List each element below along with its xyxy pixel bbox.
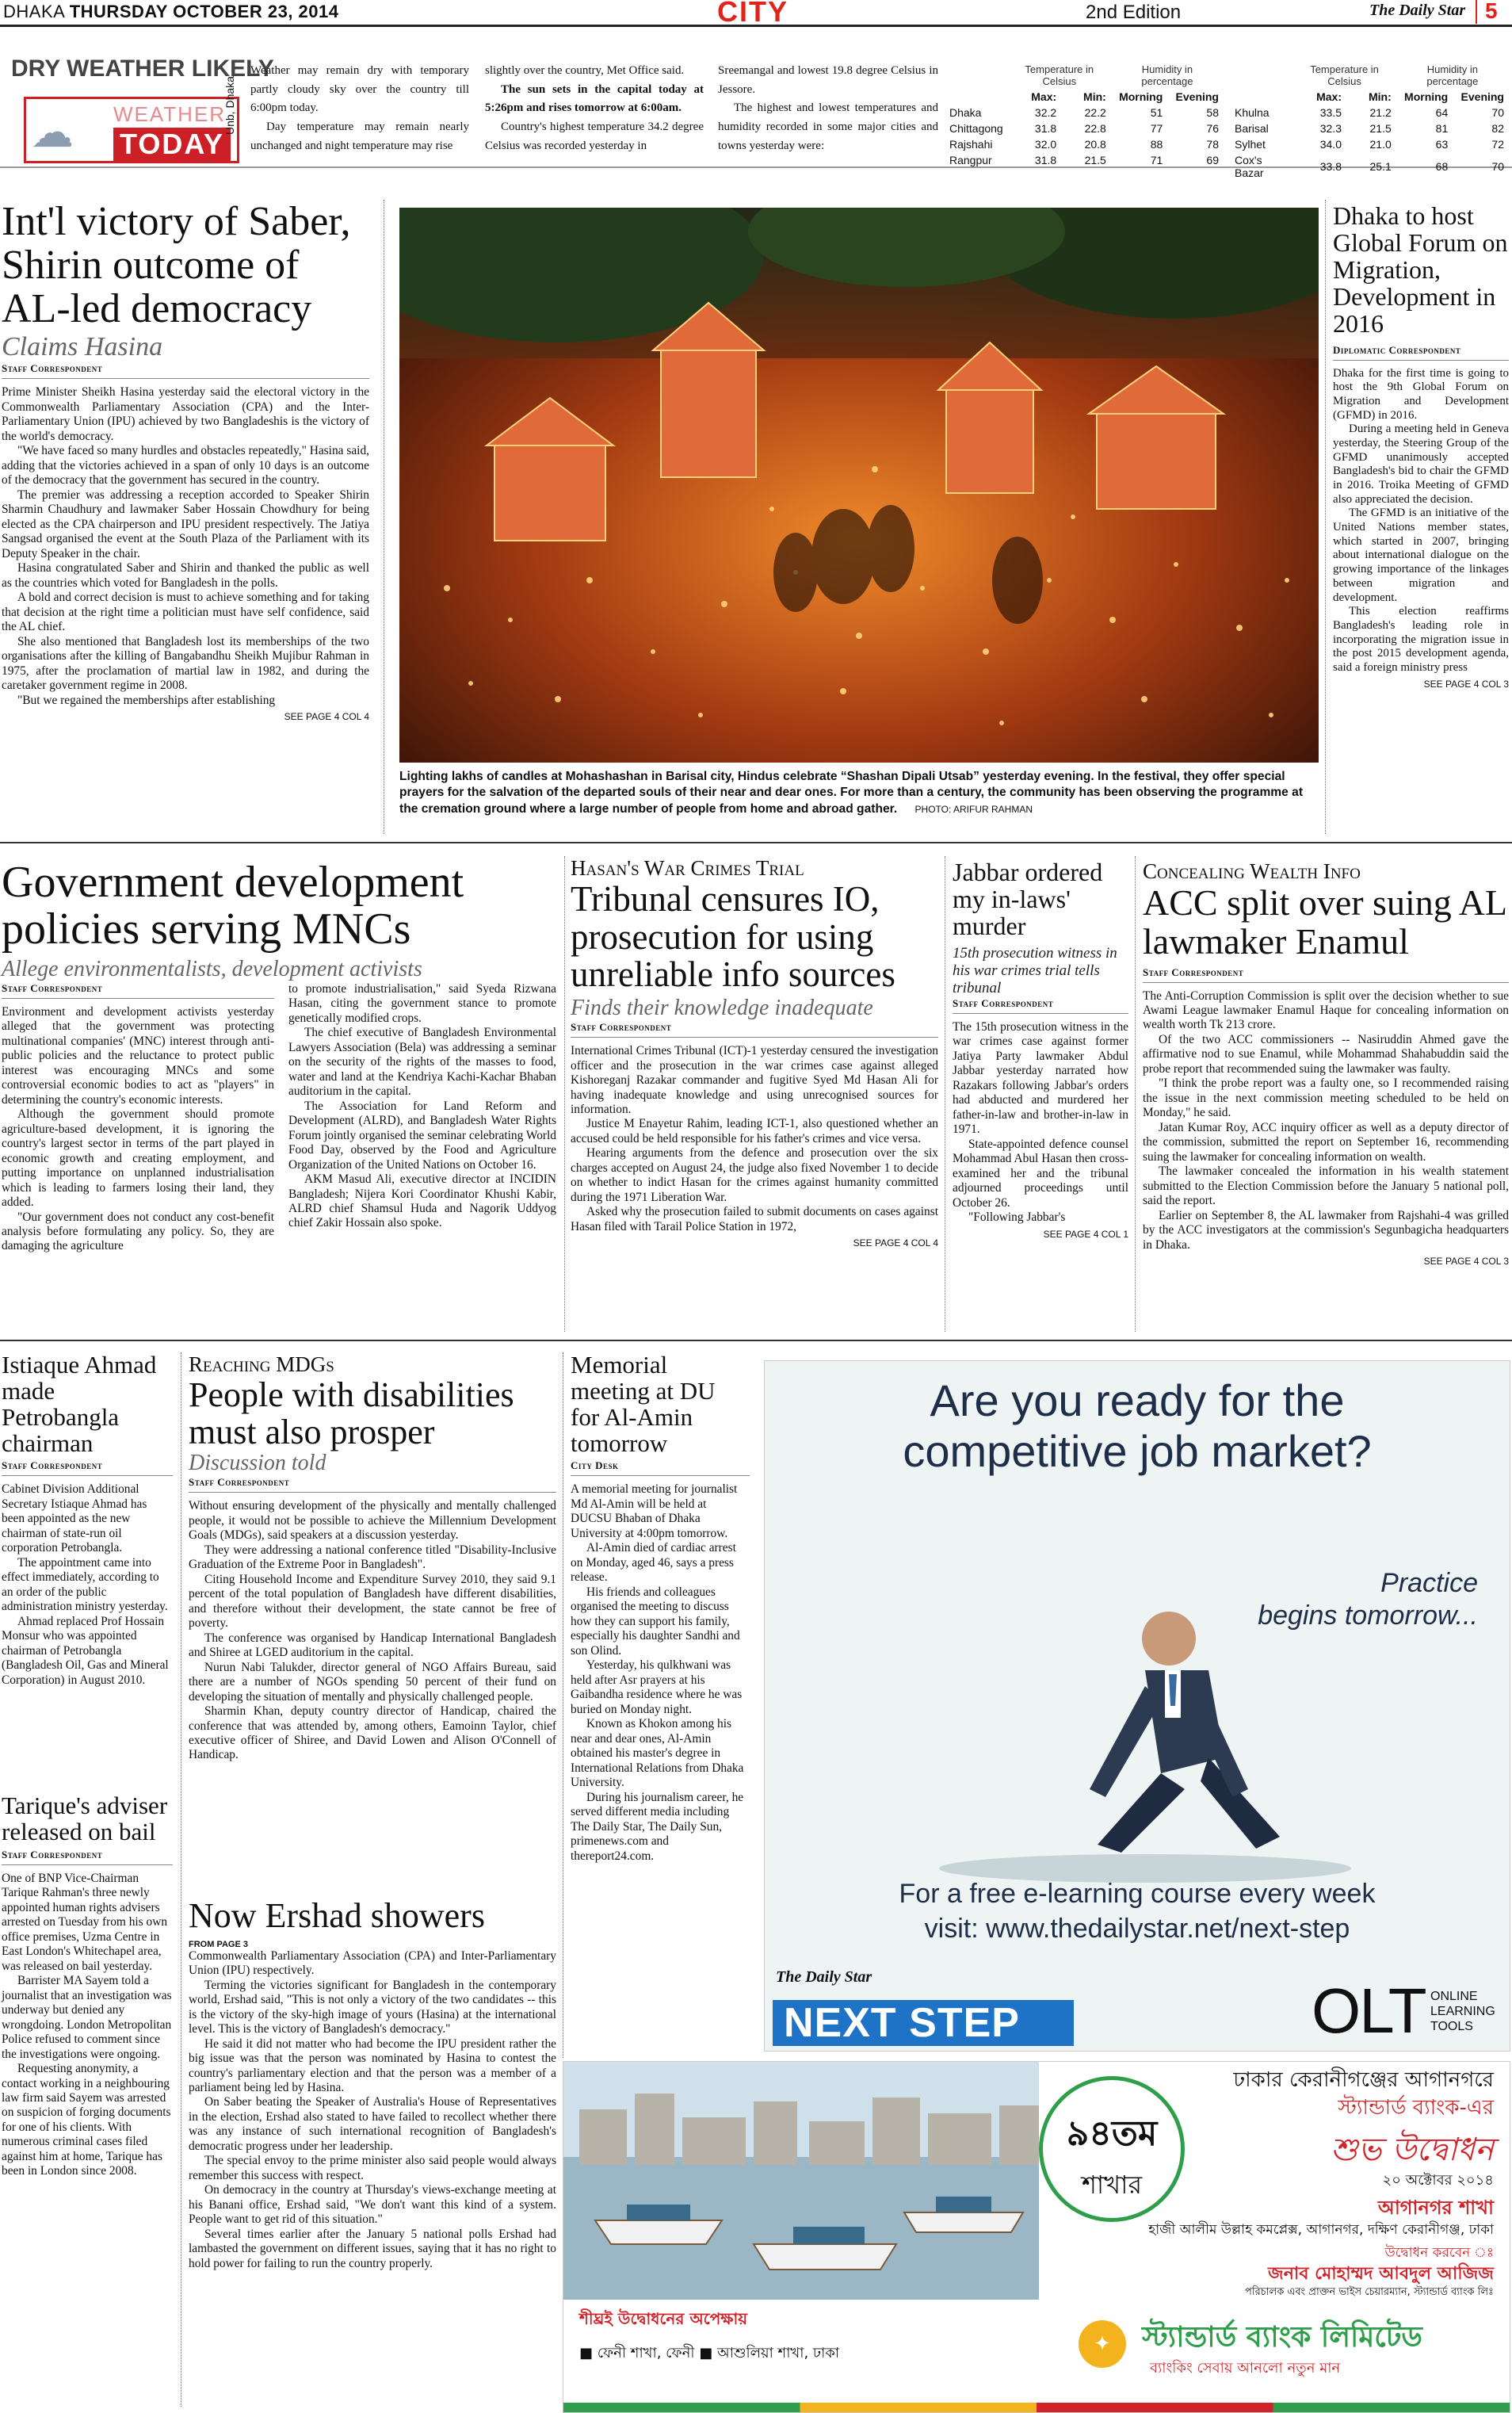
next-step-ad[interactable] xyxy=(764,1360,1510,2052)
bank-slogan: ব্যাংকিং সেবায় আনলো নতুন মান xyxy=(1150,2360,1341,2377)
weather-table-right xyxy=(1230,62,1509,181)
story-mnc xyxy=(2,859,556,1254)
opening-date: ২০ অক্টোবর ২০১৪ xyxy=(1382,2172,1494,2189)
color-strip xyxy=(563,2403,1510,2413)
story-tribunal xyxy=(571,856,938,1249)
story-saber-shirin xyxy=(2,200,369,722)
story-gfmd xyxy=(1333,203,1509,690)
col-header: Min: xyxy=(1368,90,1392,103)
byline: Staff Correspondent xyxy=(1143,966,1509,983)
story-body: Prime Minister Sheikh Hasina yesterday said the electoral victory in the Commonwealth Parliamentary Association (CPA) and the Inter-Parliamentary Union (IPU) achieved by two Bangladeshis is the victory of the world's democracy. "We have faced so many hurdles and obstacles repeatedly," Hasina said, adding that the victories achieved in a span of only 10 days is an outcome of the democracy that the government has secured in the country. The premier was addressing a reception accorded to Speaker Shirin Sharmin Chaudhury and lawmaker Saber Hossain Chowdhury for being elected as the CPA chairperson and IPU president respectively. The Jatiya Sangsad organised the event at the South Plaza of the Parliament with its Deputy Speaker in the chair. Hasina congratulated Saber and Shirin and thanked the public as well as the countries which voted for Bangladesh in the polls. A bold and correct decision is must to achieve something and for taking that decision at the right time a politician must have self confidence, said the AL chief. She also mentioned that Bangladesh lost its memberships of the two organisations after the killing of Bangabandhu Sheikh Mujibur Rahman in 1975, after the proclamation of martial law in 1982, and during the caretaker government regime in 2008. "But we regained the memberships after establishing xyxy=(2,385,369,707)
photo-caption xyxy=(399,769,1319,817)
story-jabbar xyxy=(953,859,1128,1240)
standard-bank-ad[interactable] xyxy=(563,2061,1510,2413)
ad-line: স্ট্যান্ডার্ড ব্যাংক-এর xyxy=(1338,2096,1494,2120)
story-mdg xyxy=(189,1352,556,1763)
upcoming-list: ■ ফেনী শাখা, ফেনী ■ আশুলিয়া শাখা, ঢাকা xyxy=(579,2345,840,2361)
olt-subtitle: ONLINE LEARNING TOOLS xyxy=(1430,1990,1495,2034)
weather-text: Country's highest temperature 34.2 degree Celsius was recorded yesterday in xyxy=(485,120,704,152)
edition-label: 2nd Edition xyxy=(1086,2,1182,23)
weather-text: The sun sets in the capital today at 5:26pm and rises tomorrow at 6:00am. xyxy=(485,82,704,115)
weather-source: Unb, Dhaka xyxy=(223,76,236,135)
riverside-illustration xyxy=(563,2062,1039,2300)
ad-daily-star-logo: The Daily Star xyxy=(776,1968,872,1986)
weather-column-2 xyxy=(485,62,704,155)
table-caption: Humidity in percentage xyxy=(1141,63,1193,87)
col-header: Evening xyxy=(1460,90,1504,103)
inaugurator-name: জনাব মোহাম্মদ আবদুল আজিজ xyxy=(1268,2263,1494,2284)
byline: Diplomatic Correspondent xyxy=(1333,344,1509,361)
deck: Allege environmentalists, development activists xyxy=(2,956,422,981)
headline[interactable]: Now Ershad showers xyxy=(189,1896,485,1935)
page-number: 5 xyxy=(1476,0,1498,24)
headline[interactable]: Tarique's adviser released on bail xyxy=(2,1792,168,1845)
ad-offer: For a free e-learning course every week visit: www.thedailystar.net/next-step xyxy=(899,1879,1376,1945)
deck: Finds their knowledge inadequate xyxy=(571,996,873,1021)
byline: Staff Correspondent xyxy=(2,1459,173,1476)
table-row: Barisal 32.3 21.5 81 82 xyxy=(1235,122,1504,135)
inaugurator-title: পরিচালক এবং প্রাক্তন ভাইস চেয়ারম্যান, স্ট্যান্ডার্ড ব্যাংক লিঃ xyxy=(1245,2286,1494,2299)
newspaper-logo: The Daily Star xyxy=(1369,2,1466,19)
weather-text: Day temperature may remain nearly unchanged and night temperature may rise xyxy=(250,120,469,152)
section-rule xyxy=(0,842,1512,843)
kicker: Hasan's War Crimes Trial xyxy=(571,856,804,880)
bank-ad-text xyxy=(1050,2067,1494,2300)
headline[interactable]: Tribunal censures IO, prosecution for using unreliable info sources xyxy=(571,879,895,995)
weather-text: Sreemangal and lowest 19.8 degree Celsius in Jessore. xyxy=(718,64,938,96)
byline: City Desk xyxy=(571,1459,750,1476)
col-header: Morning xyxy=(1119,90,1163,103)
byline: Staff Correspondent xyxy=(571,1021,938,1038)
next-step-brand: NEXT STEP xyxy=(773,2000,1074,2046)
story-body: A memorial meeting for journalist Md Al-Amin will be held at DUCSU Bhaban of Dhaka University at 4:00pm tomorrow. Al-Amin died of cardiac arrest on Monday, aged 46, says a press release. His friends and colleagues organised the meeting to discuss how they can support his family, especially his daughter Sandhi and son Olind. Yesterday, his qulkhwani was held after Asr prayers at his Gaibandha residence where he was buried on Monday night. Known as Khokon among his near and dear ones, Al-Amin obtained his master's degree in International Relations from Dhaka University. During his journalism career, he served different media including The Daily Star, The Daily Sun, primenews.com and thereport24.com. xyxy=(571,1482,744,1863)
story-body: Environment and development activists yesterday alleged that the government was protecting multinational companies' (MNC) interest through anti-public policies and the reluctance to protect public interest was encouraging MNCs and some controversial economic bodies to act as "players" in determining the country's economic interests. Although the government should promote agriculture-based development, it is ignoring the country's largest sector in terms of the part played in economic growth and creating employment, and putting importance on unplanned industrialisation which is leading to farmers losing their land, they added. "Our government does not conduct any cost-benefit analysis before formulating any policy. So, they are damaging the agriculture xyxy=(2,1004,274,1253)
photo-credit: PHOTO: ARIFUR RAHMAN xyxy=(914,803,1033,815)
story-body: Cabinet Division Additional Secretary Istiaque Ahmad has been appointed as the new chairman of state-run oil corporation Petrobangla. The appointment came into effect immediately, according to an order of the public administration ministry yesterday. Ahmad replaced Prof Hossain Monsur who was appointed chairman of Petrobangla (Bangladesh Oil, Gas and Mineral Corporation) in August 2010. xyxy=(2,1482,169,1687)
headline[interactable]: Government development policies serving MNCs xyxy=(2,858,464,954)
story-column xyxy=(2,982,274,1254)
branch-name: আগানগর শাখা xyxy=(1377,2197,1494,2220)
headline[interactable]: Dhaka to host Global Forum on Migration, Development in 2016 xyxy=(1333,201,1508,338)
table-row: Rangpur 31.8 21.5 71 69 xyxy=(949,154,1219,166)
headline[interactable]: Jabbar ordered my in-laws' murder xyxy=(953,858,1103,940)
story-ershad xyxy=(189,1898,556,2271)
badge-weather-label: WEATHER xyxy=(113,102,227,126)
col-header: Evening xyxy=(1175,90,1219,103)
inaugurated-by: উদ্বোধন করবেন ঃ xyxy=(1384,2244,1494,2261)
story-istiaque xyxy=(2,1352,173,1688)
cloud-icon: ☁ xyxy=(31,109,74,156)
headline[interactable]: Memorial meeting at DU for Al-Amin tomorrow xyxy=(571,1351,716,1457)
story-body: The Anti-Corruption Commission is split over the decision whether to sue Awami League lawmaker Enamul Haque for concealing information on wealth worth Tk 213 crore. Of the two ACC commissioners -- Nasiruddin Ahmed gave the affirmative nod to sue Enamul, while Mohammad Shahabuddin said the probe report that recommended suing the lawmaker was faulty. "I think the probe report was a faulty one, so I recommended raising the issue in the next commission meeting scheduled to be held on Monday," he said. Jatan Kumar Roy, ACC inquiry officer as well as a deputy director of the commission, submitted the report on September 16, recommending suing the lawmaker for concealing information on wealth. The lawmaker concealed the information in his wealth statement submitted to the Election Commission before the January 5 national poll, said the report. Earlier on September 8, the AL lawmaker from Rajshahi-4 was grilled by the ACC investigators at the commission's Segunbagicha headquarters in Dhaka. xyxy=(1143,989,1509,1252)
weather-headline: DRY WEATHER LIKELY xyxy=(11,55,274,82)
weather-text: slightly over the country, Met Office said. xyxy=(485,64,685,77)
candles-illustration xyxy=(399,208,1319,763)
branch-address: হাজী আলীম উল্লাহ কমপ্লেক্স, আগানগর, দক্ষিণ কেরানীগঞ্জ, ঢাকা xyxy=(1148,2221,1494,2238)
upcoming-title: শীঘ্রই উদ্বোধনের অপেক্ষায় xyxy=(579,2309,748,2328)
weather-text: The highest and lowest temperatures and humidity recorded in some major cities and towns yesterday were: xyxy=(718,101,938,152)
story-acc xyxy=(1143,859,1509,1267)
jump-link[interactable]: SEE PAGE 4 COL 3 xyxy=(1423,678,1509,690)
byline: Staff Correspondent xyxy=(2,982,274,999)
masthead xyxy=(0,0,1512,27)
table-row: Cox's Bazar 33.8 25.1 68 70 xyxy=(1235,154,1504,179)
table-row: Sylhet 34.0 21.0 63 72 xyxy=(1235,138,1504,151)
story-body: One of BNP Vice-Chairman Tarique Rahman's three newly appointed human rights advisers arrested on Tuesday from his own office premises, Uzma Centre in East London's Whitechapel area, was released on bail yesterday. Barrister MA Sayem told a journalist that an investigation was underway but denied any wrongdoing. London Metropolitan Police refused to comment since the investigations were ongoing. Requesting anonymity, a contact working in a neighbouring law firm said Sayem was arrested on suspicion of forging documents for one of his clients. With numerous criminal cases filed against him at home, Tarique has been in London since 2008. xyxy=(2,1871,172,2178)
weather-text: Weather may remain dry with temporary partly cloudy sky over the country till 6:00pm today. xyxy=(250,64,469,115)
weather-column-3 xyxy=(718,62,938,155)
story-body: Commonwealth Parliamentary Association (CPA) and Inter-Parliamentary Union (IPU) respectively. Terming the victories significant for Bangladesh in the contemporary world, Ershad said, "This is not only a victory of the two candidates -- this is the victory of the sky-high image of yours (Hasina) at the international level. This is the victory of Bangladesh's democracy." He said it did not matter who had become the IPU president rather the big issue was that the person was nominated by Hasina to contest the country's parliamentary election and that the person was a member of a parliament being led by Hasina. On Saber beating the Speaker of Australia's House of Representatives in the election, Ershad also stated to have failed to recollect whether there was any instance of such international recognition of Bangladesh's democratic progress under her leadership. The special envoy to the prime minister also said people would always remember this success with respect. On democracy in the country at Thursday's views-exchange meeting at his Banani office, Ershad said, "We don't want this kind of a system. People want to get rid of this situation." Several times earlier after the January 5 national polls Ershad had lambasted the government on different issues, saying that it has no right to hold power for failing to run the country properly. xyxy=(189,1948,556,2270)
column-rule xyxy=(1135,856,1136,1332)
byline: Staff Correspondent xyxy=(189,1476,556,1493)
branch-word: শাখার xyxy=(1081,2170,1143,2200)
col-header: Morning xyxy=(1404,90,1449,103)
badge-today-label: TODAY xyxy=(113,128,231,161)
deck: 15th prosecution witness in his war crimes trial tells tribunal xyxy=(953,944,1117,996)
story-body: Without ensuring development of the physically and mentally challenged people, it would not be possible to achieve the Millennium Development Goals (MDGs), said speakers at a discussion yesterday. They were addressing a national conference titled "Disability-Inclusive Graduation of the Extreme Poor in Bangladesh". Citing Household Income and Expenditure Survey 2010, they said 9.1 percent of the total population of Bangladesh have different disabilities, and therefore without their development, the state cannot be free of poverty. The conference was organised by Handicap International Bangladesh and Shiree at LGED auditorium in the capital. Nurun Nabi Talukder, director general of NGO Affairs Bureau, said there are a number of NGOs spending 50 percent of their fund on developing the situation of mentally and physically challenged people. Sharmin Khan, deputy country director of Handicap, chaired the conference that was attended by, among others, Eamoinn Taylor, chief executive officer of Shiree, and David Lowen and Alison O'Connell of Handicap. xyxy=(189,1499,556,1762)
bank-logo-icon: ✦ xyxy=(1079,2320,1126,2368)
headline[interactable]: Int'l victory of Saber, Shirin outcome of AL-led democracy xyxy=(2,199,351,332)
col-header: Min: xyxy=(1083,90,1106,103)
column-rule xyxy=(564,856,565,1332)
table-caption: Humidity in percentage xyxy=(1426,63,1479,87)
section-rule xyxy=(0,1340,1512,1341)
byline: Staff Correspondent xyxy=(2,1849,173,1865)
col-header: Max: xyxy=(1316,90,1342,103)
story-memorial xyxy=(571,1352,750,1864)
branch-number: ৯৪তম xyxy=(1066,2113,1158,2154)
ad-practice: Practice begins tomorrow... xyxy=(1258,1568,1478,1631)
table-row: Chittagong 31.8 22.8 77 76 xyxy=(949,122,1219,135)
table-caption: Temperature in Celsius xyxy=(1025,63,1094,87)
jump-link[interactable]: SEE PAGE 4 COL 1 xyxy=(1043,1228,1128,1240)
deck: Claims Hasina xyxy=(2,332,163,362)
headline[interactable]: People with disabilities must also prosper xyxy=(189,1375,514,1451)
jump-link[interactable]: SEE PAGE 4 COL 4 xyxy=(284,710,369,722)
jump-link[interactable]: SEE PAGE 4 COL 3 xyxy=(1423,1256,1509,1268)
runner-illustration xyxy=(907,1551,1367,1884)
col-header: Max: xyxy=(1031,90,1057,103)
issue-date: DHAKA THURSDAY OCTOBER 23, 2014 xyxy=(3,2,339,21)
caption-text: Lighting lakhs of candles at Mohashashan in Barisal city, Hindus celebrate “Shashan Dipali Utsab” yesterday evening. In the festival, they offer special prayers for the salvation of the departed souls of their near and dear ones. For more than a century, the community has been observing the programme at the cremation ground where a large number of people from home and abroad gather. xyxy=(399,770,1304,816)
story-body: Dhaka for the first time is going to host the 9th Global Forum on Migration and Development (GFMD) in 2016. During a meeting held in Geneva yesterday, the Steering Group of the GFMD unanimously accepted Bangladesh's bid to chair the GFMD in 2016. Troika Meeting of GFMD also appreciated the decision. The GFMD is an initiative of the United Nations member states, which started in 2007, bringing about international dialogue on the growing importance of the linkages between migration and development. This election reaffirms Bangladesh's leading role in incorporating the migration issue in the post 2015 development agenda, said a foreign ministry press xyxy=(1333,366,1509,674)
opening-title: শুভ উদ্বোধন xyxy=(1331,2132,1494,2169)
ad-headline: Are you ready for the competitive job market? xyxy=(903,1375,1372,1477)
olt-logo: OLT xyxy=(1312,1975,1426,2046)
table-caption: Temperature in Celsius xyxy=(1310,63,1379,87)
ad-line: ঢাকার কেরানীগঞ্জের আগানগরে xyxy=(1233,2068,1494,2092)
story-columns xyxy=(2,982,556,1254)
story-body: The 15th prosecution witness in the war crimes case against former Jatiya Party lawmaker Abdul Jabbar yesterday narrated how Razakars following Jabbar's orders had abducted and murdered her father-in-law and brother-in-law in 1971. State-appointed defence counsel Mohammad Abul Hasan then cross-examined her and the tribunal adjourned proceedings until October 26. "Following Jabbar's xyxy=(953,1019,1128,1225)
headline[interactable]: Istiaque Ahmad made Petrobangla chairman xyxy=(2,1351,157,1457)
festival-photo xyxy=(399,208,1319,763)
jump-link[interactable]: SEE PAGE 4 COL 4 xyxy=(853,1237,938,1249)
headline[interactable]: ACC split over suing AL lawmaker Enamul xyxy=(1143,882,1506,962)
byline: Staff Correspondent xyxy=(953,997,1128,1014)
story-tarique xyxy=(2,1793,173,2179)
column-rule xyxy=(1325,200,1326,834)
story-column: to promote industrialisation," said Syeda Rizwana Hasan, citing the government stance to promote genetically modified crops. The chief executive of Bangladesh Environmental Lawyers Association (Bela) was addressing a seminar on the security of the rights of the masses to food, water and land at the Kendriya Kachi-Kachar Bhaban auditorium in the capital. The Association for Land Reform and Development (ALRD), and Bangladesh Water Rights Forum jointly organised the seminar celebrating World Food Day, observed by the Food and Agriculture Organization of the United Nations on October 16. AKM Masud Ali, executive director at INCIDIN Bangladesh; Nijera Kori Coordinator Khushi Kabir, ALRD chief Shamsul Huda and Nagorik Uddyog chief Zakir Hossain also spoke. xyxy=(288,981,556,1230)
section-name: CITY xyxy=(717,0,789,28)
byline: Staff Correspondent xyxy=(2,362,369,379)
bank-name: স্ট্যান্ডার্ড ব্যাংক লিমিটেড xyxy=(1142,2321,1422,2354)
kicker: Reaching MDGs xyxy=(189,1352,334,1376)
continued-from: FROM PAGE 3 xyxy=(189,1939,248,1949)
table-row: Dhaka 32.2 22.2 51 58 xyxy=(949,106,1219,119)
story-body: International Crimes Tribunal (ICT)-1 yesterday censured the investigation officer and the prosecution in the war crimes case against alleged Kishoreganj Razakar commander and fugitive Syed Md Hasan Ali for having inadequate knowledge and using unrecognised sources for information. Justice M Enayetur Rahim, leading ICT-1, also questioned whether an accused could be held responsible for his father's crimes and vice versa. Hearing arguments from the defence and prosecution over the six charges accepted on August 24, the judge also fixed November 1 to decide on whether to indict Hasan for the crimes against humanity committed during the 1971 Liberation War. Asked why the prosecution failed to submit documents on cases against Hasan filed with Tarail Police Station in 1972, xyxy=(571,1044,938,1233)
table-row: Rajshahi 32.0 20.8 88 78 xyxy=(949,138,1219,151)
weather-table-left xyxy=(945,62,1224,168)
deck: Discussion told xyxy=(189,1451,326,1476)
weather-column-1 xyxy=(250,62,469,155)
weather-today-badge xyxy=(24,97,239,163)
table-row: Khulna 33.5 21.2 64 70 xyxy=(1235,106,1504,119)
upcoming-branches xyxy=(563,2300,1071,2366)
weather-box xyxy=(0,52,1512,179)
kicker: Concealing Wealth Info xyxy=(1143,859,1361,883)
